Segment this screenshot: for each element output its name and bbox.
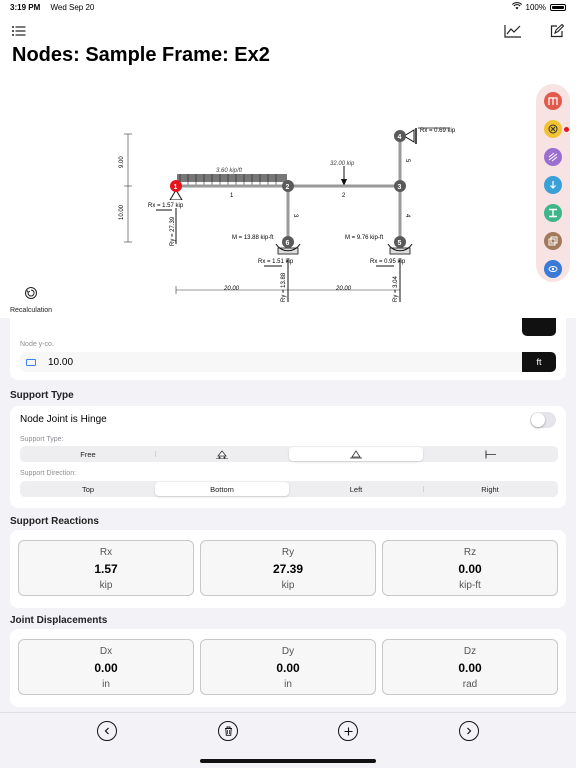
displacement-dy-name: Dy [281,646,295,657]
reaction-ry-unit: kip [281,580,295,591]
member-label-3: 3 [292,214,298,218]
support-type-free[interactable]: Free [80,449,96,459]
displacement-dz-name: Dz [463,646,477,657]
point-load[interactable] [341,166,347,186]
fixed-support-icon [483,450,497,459]
member-label-4: 4 [404,214,410,218]
direction-top[interactable]: Top [81,484,95,494]
frame-tool-icon[interactable] [544,92,562,110]
load-tool-icon[interactable] [544,176,562,194]
reaction-rz-name: Rz [463,547,477,558]
distributed-load-label: 3.60 kip/ft [216,168,243,174]
node-3-label: 3 [397,184,402,191]
node-5-moment-label: M = 9.76 kip-ft [345,235,384,241]
frame-diagram[interactable] [0,76,576,316]
reaction-rz-value: 0.00 [458,562,482,576]
y-unit-button[interactable]: ft [522,352,556,372]
node-2-label: 2 [285,184,290,191]
reaction-rz-box [382,540,558,596]
active-dot [564,127,569,132]
section-tool-icon[interactable] [544,204,562,222]
direction-left[interactable]: Left [349,484,363,494]
point-load-label: 32.00 kip [330,161,355,167]
coordinate-card [10,318,566,380]
node-tool-icon[interactable] [544,120,562,138]
displacement-dx-name: Dx [99,646,113,657]
pin-support-icon [349,450,363,459]
node-2[interactable] [282,180,294,192]
node-5-ry-label: Ry = 3.04 [393,276,399,302]
node-6-label: 6 [285,240,290,247]
node-1-ry-label: Ry = 27.39 [170,216,176,246]
node-1-rx-label: Rx = 1.57 kip [148,203,184,209]
node-1[interactable] [170,180,182,192]
displacement-dz-unit: rad [462,679,478,690]
bottom-toolbar [0,712,576,768]
member-label-2: 2 [342,193,346,199]
frame-view [0,14,576,318]
chevron-left-icon [103,727,111,735]
node-y-label: Node y-co. [20,341,54,348]
dim-width-2: 20.00 [336,286,352,292]
nav-bar [0,20,576,46]
dim-width-1: 20.00 [224,286,240,292]
reaction-rx-unit: kip [99,580,113,591]
node-5-label: 5 [397,240,402,247]
recalculation-button[interactable] [8,286,54,314]
status-time: 3:19 PM [10,2,41,12]
page-title: Nodes: Sample Frame: Ex2 [12,44,270,66]
member-label-5: 5 [404,159,410,163]
node-3[interactable] [394,180,406,192]
displacement-dz-box [382,639,558,695]
keyboard-icon [26,359,36,366]
copy-tool-icon[interactable] [544,232,562,250]
node-1-label: 1 [173,184,178,191]
node-6-ry-label: Ry = 13.88 [281,272,287,302]
dim-height-2: 10.00 [119,204,125,220]
home-indicator [200,759,376,763]
previous-node-button[interactable] [97,721,117,741]
support-type-pin[interactable] [289,447,423,461]
node-6-moment-label: M = 13.88 kip-ft [232,235,274,241]
node-5[interactable] [394,236,406,248]
node-6-rx-label: Rx = 1.51 kip [258,259,294,265]
node-y-value: 10.00 [48,356,74,368]
hinge-label: Node Joint is Hinge [20,414,107,425]
displacement-dz-value: 0.00 [458,661,482,675]
support-type-label: Support Type: [20,436,64,443]
support-direction-selector [20,481,558,497]
chart-icon[interactable] [502,20,524,42]
support-reactions-card [10,530,566,608]
next-node-button[interactable] [459,721,479,741]
node-4-label: 4 [397,134,402,141]
member-label-1: 1 [230,193,234,199]
wifi-icon [512,2,522,12]
joint-displacements-card [10,629,566,707]
dim-height-1: 9.00 [119,156,125,168]
battery-icon [550,4,566,11]
view-tool-icon[interactable] [544,260,562,278]
status-date: Wed Sep 20 [50,2,95,12]
direction-right[interactable]: Right [423,482,557,496]
node-form [0,318,576,710]
tool-strip [536,84,570,282]
support-type-roller[interactable] [155,447,289,461]
node-4[interactable] [394,130,406,142]
support-type-card [10,406,566,508]
support-reactions-title: Support Reactions [10,516,99,527]
dimension-lines [124,134,400,294]
reaction-rx-box [18,540,194,596]
recalculate-icon [24,286,38,300]
support-type-fixed[interactable] [423,447,557,461]
edit-icon[interactable] [546,20,568,42]
chevron-right-icon [465,727,473,735]
node-y-input[interactable] [20,352,556,372]
reaction-ry-value: 27.39 [272,562,304,576]
hinge-toggle[interactable] [530,412,556,428]
joint-displacements-title: Joint Displacements [10,615,108,626]
status-bar [0,0,576,14]
displacement-dx-value: 0.00 [94,661,118,675]
roller-support-icon [215,450,229,459]
displacement-dy-unit: in [284,679,292,690]
battery-percent: 100% [525,2,546,12]
node-5-rx-label: Rx = 0.95 kip [370,259,406,265]
reaction-rx-value: 1.57 [94,562,118,576]
reaction-ry-name: Ry [281,547,295,558]
add-node-button[interactable] [338,721,358,741]
x-unit-button[interactable] [522,318,556,336]
recalculation-label: Recalculation [9,307,53,314]
node-6[interactable] [282,236,294,248]
reaction-rx-name: Rx [99,547,113,558]
list-icon[interactable] [8,20,30,42]
member-tool-icon[interactable] [544,148,562,166]
support-type-title: Support Type [10,390,74,401]
reaction-rz-unit: kip-ft [459,580,481,591]
plus-icon [344,727,353,736]
trash-icon [224,726,233,736]
direction-bottom[interactable]: Bottom [155,482,289,496]
displacement-dy-value: 0.00 [276,661,300,675]
support-type-selector [20,446,558,462]
displacement-dy-box [200,639,376,695]
delete-node-button[interactable] [218,721,238,741]
displacement-dx-box [18,639,194,695]
reaction-ry-box [200,540,376,596]
node-4-rx-label: Rx = 0.69 kip [420,128,456,134]
displacement-dx-unit: in [102,679,110,690]
distributed-load[interactable] [177,174,287,186]
support-direction-label: Support Direction: [20,470,77,477]
